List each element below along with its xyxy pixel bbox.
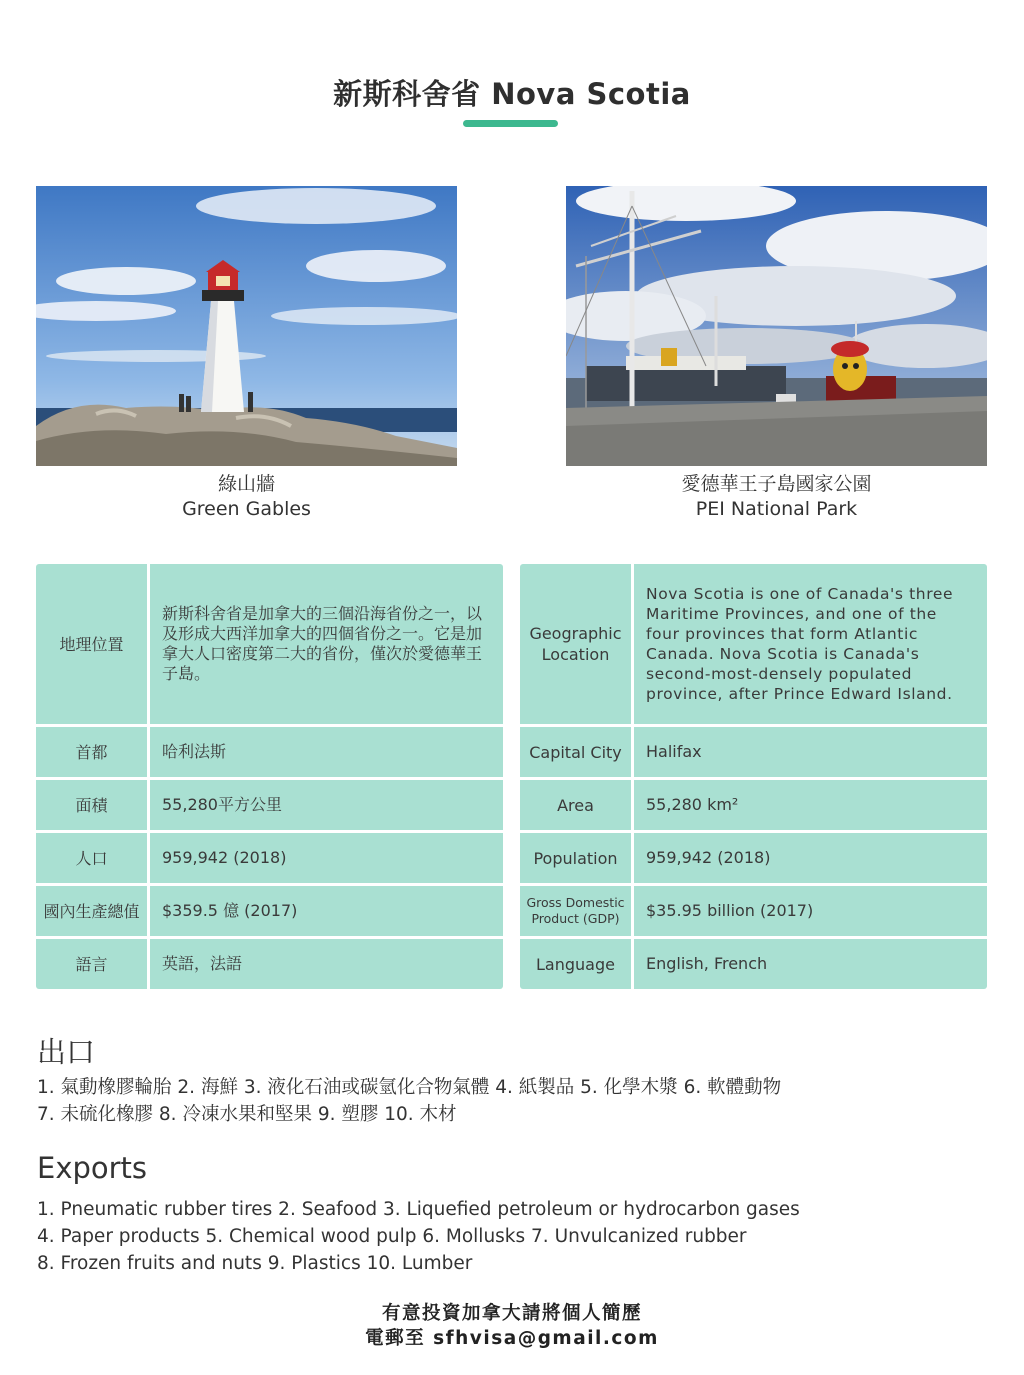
row-value: $35.95 billion (2017) (634, 886, 987, 936)
row-value: Nova Scotia is one of Canada's three Maritime Provinces, and one of the four provinces that form Atlantic Canada. Nova Scotia is Canada's second-most-densely populated province, after Prince Edward Island. (634, 564, 987, 724)
info-table-zh (36, 564, 503, 992)
page-title: 新斯科舍省 Nova Scotia (333, 77, 691, 111)
harbour-photo (566, 186, 987, 466)
table-row (36, 886, 503, 936)
row-label: Geographic Location (520, 564, 631, 724)
exports-heading-en: Exports (37, 1151, 148, 1185)
exports-heading-zh: 出口 (37, 1035, 96, 1069)
exports-line-en: 8. Frozen fruits and nuts 9. Plastics 10. Lumber (37, 1253, 473, 1274)
row-label: 面積 (36, 780, 147, 830)
row-label: 國內生產總值 (36, 886, 147, 936)
table-row (36, 564, 503, 724)
caption-en: PEI National Park (695, 498, 858, 520)
row-label: Population (520, 833, 631, 883)
row-label: Area (520, 780, 631, 830)
table-row (36, 939, 503, 989)
caption-zh: 愛德華王子島國家公園 (681, 473, 872, 495)
row-label: Gross Domestic Product (GDP) (520, 886, 631, 936)
info-table-en (520, 564, 987, 992)
row-value: 55,280平方公里 (150, 780, 503, 830)
caption-zh: 綠山牆 (217, 473, 275, 495)
footer-line: 有意投資加拿大請將個人簡歷 (381, 1303, 642, 1324)
photo-caption-right (566, 472, 987, 522)
exports-line-en: 4. Paper products 5. Chemical wood pulp 6. Mollusks 7. Unvulcanized rubber (37, 1226, 747, 1247)
exports-line-zh: 7. 未硫化橡膠 8. 冷凍水果和堅果 9. 塑膠 10. 木材 (37, 1104, 457, 1125)
row-label: Capital City (520, 727, 631, 777)
table-row (520, 564, 987, 724)
row-value: English, French (634, 939, 987, 989)
title-underline (463, 120, 558, 127)
row-label: 首都 (36, 727, 147, 777)
row-value: 959,942 (2018) (634, 833, 987, 883)
row-label: Language (520, 939, 631, 989)
table-row (520, 727, 987, 777)
lighthouse-photo (36, 186, 457, 466)
table-row (520, 886, 987, 936)
table-row (36, 780, 503, 830)
table-row (36, 833, 503, 883)
row-label: 地理位置 (36, 564, 147, 724)
row-label: 語言 (36, 939, 147, 989)
row-value: 959,942 (2018) (150, 833, 503, 883)
table-row (520, 780, 987, 830)
row-value: 英語，法語 (150, 939, 503, 989)
row-label: 人口 (36, 833, 147, 883)
footer-email-line: 電郵至 sfhvisa@gmail.com (365, 1328, 659, 1349)
exports-line-zh: 1. 氣動橡膠輪胎 2. 海鮮 3. 液化石油或碳氫化合物氣體 4. 紙製品 5. 化學木漿 6. 軟體動物 (37, 1077, 782, 1098)
row-value: 55,280 km² (634, 780, 987, 830)
row-value: Halifax (634, 727, 987, 777)
row-value: $359.5 億 (2017) (150, 886, 503, 936)
table-row (36, 727, 503, 777)
exports-line-en: 1. Pneumatic rubber tires 2. Seafood 3. Liquefied petroleum or hydrocarbon gases (37, 1199, 800, 1220)
row-value: 哈利法斯 (150, 727, 503, 777)
caption-en: Green Gables (182, 498, 311, 520)
photo-caption-left (36, 472, 457, 522)
table-row (520, 833, 987, 883)
row-value: 新斯科舍省是加拿大的三個沿海省份之一，以及形成大西洋加拿大的四個省份之一。它是加拿大人口密度第二大的省份，僅次於愛德華王子島。 (150, 564, 503, 724)
table-row (520, 939, 987, 989)
